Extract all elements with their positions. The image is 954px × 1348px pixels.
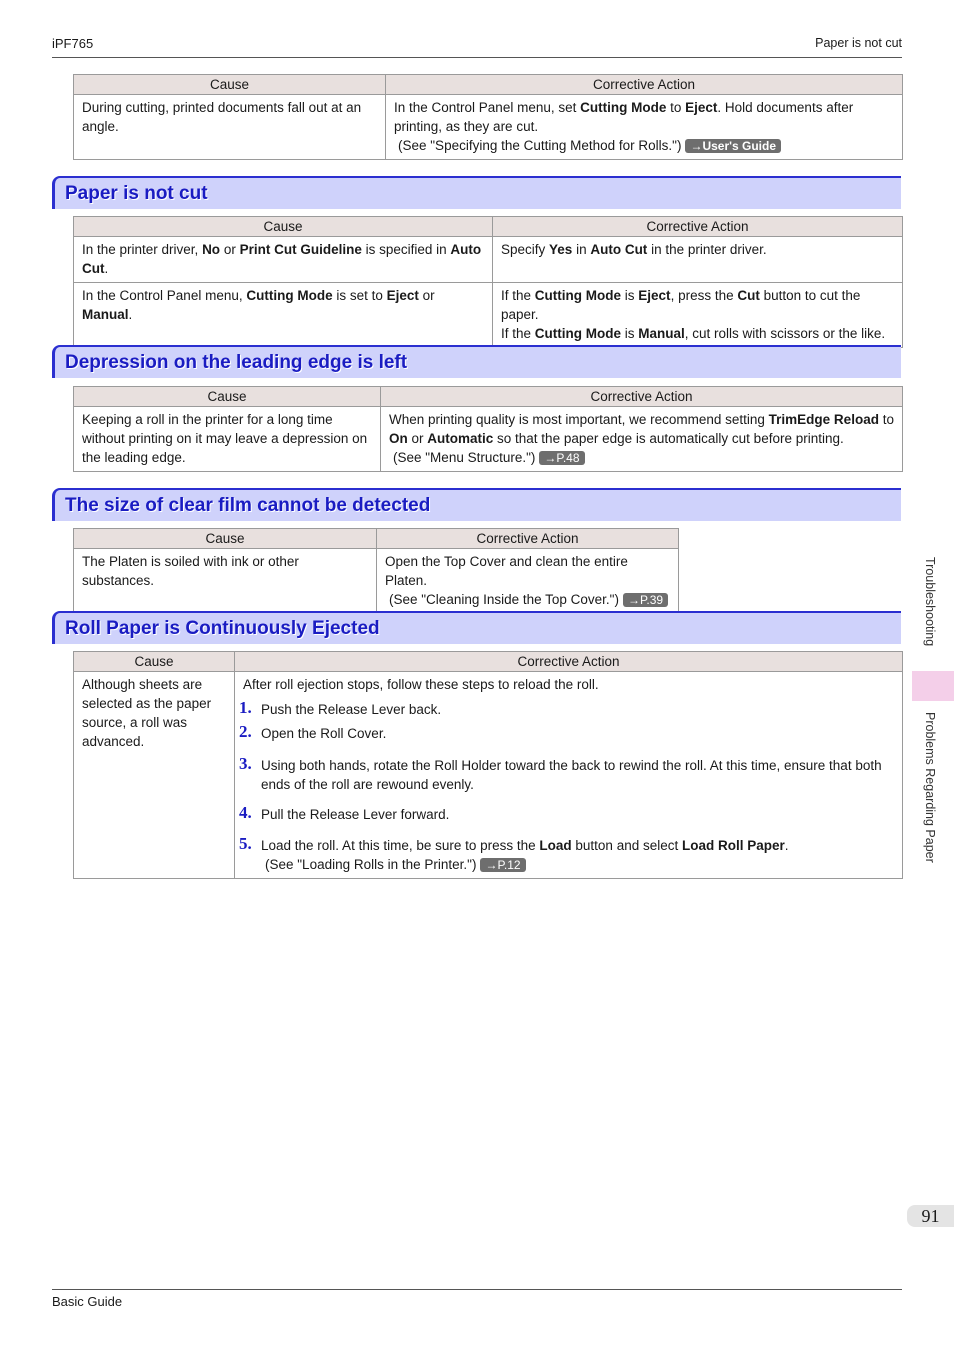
cause-cell: The Platen is soiled with ink or other substances. <box>74 549 377 614</box>
clear-film-table <box>73 528 679 614</box>
header-divider <box>52 57 902 58</box>
section-heading-clear-film: The size of clear film cannot be detected <box>52 488 901 521</box>
action-cell <box>235 672 903 879</box>
table-row <box>74 95 903 160</box>
paper-not-cut-table <box>73 216 903 348</box>
header-model: iPF765 <box>52 36 94 51</box>
page-12-link[interactable]: →P.12 <box>480 858 525 872</box>
side-tab-topic[interactable]: Problems Regarding Paper <box>923 712 937 863</box>
page-39-link[interactable]: →P.39 <box>623 593 668 607</box>
action-header: Corrective Action <box>386 75 903 95</box>
action-cell: Specify Yes in Auto Cut in the printer driver. <box>493 237 903 283</box>
cause-cell: In the printer driver, No or Print Cut Guideline is specified in Auto Cut. <box>74 237 493 283</box>
action-cell: When printing quality is most important, we recommend setting TrimEdge Reload to On or Automatic so that the paper edge is automatically cut before printing. (See "Menu Structure.") →P.48 <box>381 407 903 472</box>
list-item: 2. Open the Roll Cover. <box>239 722 387 741</box>
cutting-angle-table <box>73 74 903 160</box>
section-heading-roll-ejected: Roll Paper is Continuously Ejected <box>52 611 901 644</box>
see-reference: (See "Menu Structure.") →P.48 <box>389 448 894 467</box>
list-item: 4. Pull the Release Lever forward. <box>239 803 450 822</box>
action-header: Corrective Action <box>377 529 679 549</box>
cause-header: Cause <box>74 652 235 672</box>
list-item: 1. Push the Release Lever back. <box>239 698 442 717</box>
see-reference: (See "Specifying the Cutting Method for Rolls.") →User's Guide <box>394 136 894 155</box>
side-tab-chapter[interactable]: Troubleshooting <box>923 557 937 647</box>
table-row <box>74 672 903 879</box>
section-heading-paper-not-cut: Paper is not cut <box>52 176 901 209</box>
page-number: 91 <box>907 1205 954 1227</box>
cause-header: Cause <box>74 217 493 237</box>
see-reference: (See "Cleaning Inside the Top Cover.") →P.39 <box>385 590 670 609</box>
page-48-link[interactable]: →P.48 <box>539 451 584 465</box>
table-row <box>74 549 679 614</box>
list-item: 5. Load the roll. At this time, be sure to press the Load button and select Load Roll Paper. (See "Loading Rolls in the Printer.") →P.12 <box>243 836 894 874</box>
users-guide-link[interactable]: →User's Guide <box>685 139 781 153</box>
cause-cell: Although sheets are selected as the paper source, a roll was advanced. <box>74 672 235 879</box>
cause-header: Cause <box>74 75 386 95</box>
step-list <box>239 698 894 874</box>
action-cell: In the Control Panel menu, set Cutting Mode to Eject. Hold documents after printing, as they are cut. (See "Specifying the Cutting Method for Rolls.") →User's Guide <box>386 95 903 160</box>
see-reference: (See "Loading Rolls in the Printer.") →P.12 <box>261 855 894 874</box>
action-header: Corrective Action <box>235 652 903 672</box>
leading-edge-table <box>73 386 903 472</box>
section-heading-leading-edge-depression: Depression on the leading edge is left <box>52 345 901 378</box>
action-header: Corrective Action <box>493 217 903 237</box>
footer-guide-name: Basic Guide <box>52 1294 123 1309</box>
header-section: Paper is not cut <box>815 36 902 50</box>
table-row <box>74 237 903 283</box>
cause-header: Cause <box>74 529 377 549</box>
current-tab-marker <box>912 671 954 701</box>
cause-cell: Keeping a roll in the printer for a long time without printing on it may leave a depression on the leading edge. <box>74 407 381 472</box>
footer-divider <box>52 1289 902 1290</box>
action-header: Corrective Action <box>381 387 903 407</box>
action-cell: If the Cutting Mode is Eject, press the Cut button to cut the paper. If the Cutting Mode is Manual, cut rolls with scissors or the like. <box>493 283 903 348</box>
cause-cell: During cutting, printed documents fall out at an angle. <box>74 95 386 160</box>
table-row <box>74 407 903 472</box>
roll-ejected-table <box>73 651 903 879</box>
steps-intro: After roll ejection stops, follow these steps to reload the roll. <box>243 677 599 692</box>
cause-header: Cause <box>74 387 381 407</box>
action-cell: Open the Top Cover and clean the entire Platen. (See "Cleaning Inside the Top Cover.") →P.39 <box>377 549 679 614</box>
list-item: 3. Using both hands, rotate the Roll Holder toward the back to rewind the roll. At this time, ensure that both ends of the roll are rewound evenly. <box>239 754 882 792</box>
cause-cell: In the Control Panel menu, Cutting Mode is set to Eject or Manual. <box>74 283 493 348</box>
table-row <box>74 283 903 348</box>
